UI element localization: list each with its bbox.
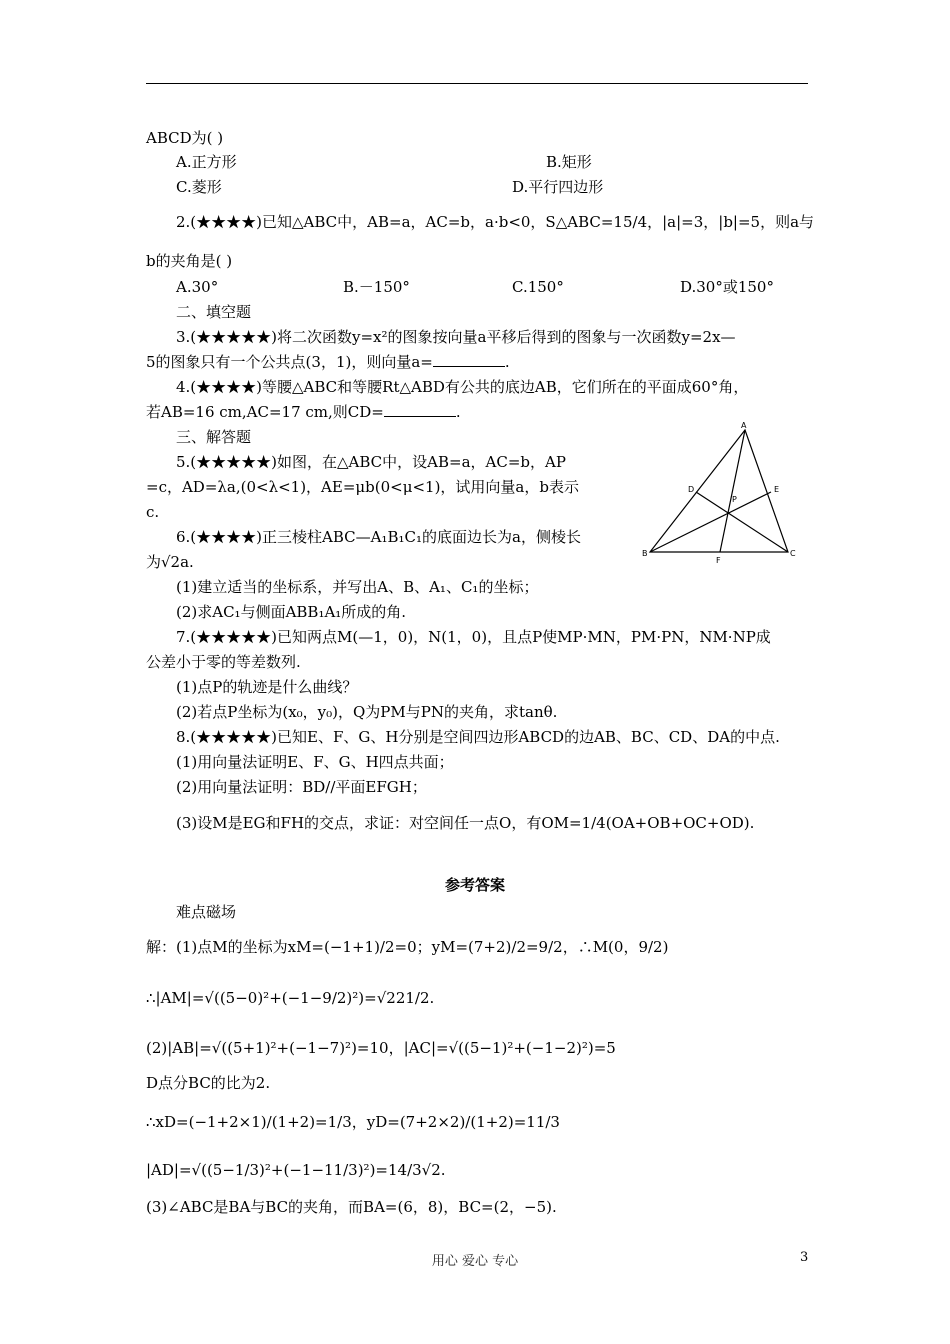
label-e: E xyxy=(774,485,780,494)
option-item: D.平行四边形 xyxy=(512,178,604,196)
option-item: A.正方形 xyxy=(176,153,237,171)
text-line: 2.(★★★★)已知△ABC中，AB=a，AC=b，a·b<0，S△ABC=15/4，|a|=3，|b|=5，则a与 xyxy=(176,213,815,231)
text-line: (3)∠ABC是BA与BC的夹角，而BA=(6，8)，BC=(2，−5). xyxy=(146,1198,557,1216)
text-line: c. xyxy=(146,503,160,521)
period: . xyxy=(455,403,461,421)
option-item: D.30°或150° xyxy=(680,278,774,296)
label-f: F xyxy=(716,556,721,565)
text-line: 解：(1)点M的坐标为xM=(−1+1)/2=0；yM=(7+2)/2=9/2，∴M(0，9/2) xyxy=(146,938,669,956)
text-line: (2)用向量法证明：BD//平面EFGH； xyxy=(176,778,427,796)
label-c: C xyxy=(790,549,796,558)
option-item: A.30° xyxy=(176,278,219,296)
text-line: (1)点P的轨迹是什么曲线？ xyxy=(176,678,358,696)
header-rule xyxy=(146,83,808,84)
text-line: (3)设M是EG和FH的交点，求证：对空间任一点O，有OM=1/4(OA+OB+OC+OD). xyxy=(176,814,755,832)
text-line: |AD|=√((5−1/3)²+(−1−11/3)²)=14/3√2. xyxy=(146,1161,446,1179)
page-number: 3 xyxy=(800,1250,809,1265)
label-d: D xyxy=(688,485,695,494)
text-line: ∴xD=(−1+2×1)/(1+2)=1/3，yD=(7+2×2)/(1+2)=11/3 xyxy=(146,1113,560,1131)
text-line: 二、填空题 xyxy=(176,303,252,321)
triangle-abc xyxy=(650,430,788,552)
segment-af xyxy=(720,430,745,552)
option-item: B.矩形 xyxy=(546,153,592,171)
text-line: ABCD为( ) xyxy=(146,129,224,147)
page-footer: 用心 爱心 专心 xyxy=(431,1254,519,1269)
text-line: ∴|AM|=√((5−0)²+(−1−9/2)²)=√221/2. xyxy=(146,989,435,1007)
text-line: 3.(★★★★★)将二次函数y=x²的图象按向量a平移后得到的图象与一次函数y=2x— xyxy=(176,328,736,346)
text-line: 5的图象只有一个公共点(3，1)，则向量a= . xyxy=(146,353,510,371)
label-p: P xyxy=(732,495,737,504)
fill-blank xyxy=(384,402,456,417)
text-line: 三、解答题 xyxy=(176,428,252,446)
text-line: (2)求AC₁与侧面ABB₁A₁所成的角. xyxy=(176,603,407,621)
text-line: 8.(★★★★★)已知E、F、G、H分别是空间四边形ABCD的边AB、BC、CD、DA的中点. xyxy=(176,728,780,746)
text-line: (1)用向量法证明E、F、G、H四点共面； xyxy=(176,753,454,771)
text-line: (1)建立适当的坐标系，并写出A、B、A₁、C₁的坐标； xyxy=(176,578,539,596)
answer-title: 参考答案 xyxy=(444,876,505,894)
text-line: b的夹角是( ) xyxy=(146,252,233,270)
fill-blank xyxy=(433,352,505,367)
text-line: 若AB=16 cm,AC=17 cm,则CD= . xyxy=(146,403,461,421)
option-item: C.150° xyxy=(512,278,564,296)
label-b: B xyxy=(642,549,648,558)
text-line: 4.(★★★★)等腰△ABC和等腰Rt△ABD有公共的底边AB，它们所在的平面成60°角， xyxy=(176,378,749,396)
option-item: B.－150° xyxy=(343,278,410,296)
text-line: 7.(★★★★★)已知两点M(—1，0)，N(1，0)，且点P使MP·MN，PM·PN，NM·NP成 xyxy=(176,628,771,646)
option-item: C.菱形 xyxy=(176,178,222,196)
text-line: 5.(★★★★★)如图，在△ABC中，设AB=a，AC=b，AP xyxy=(176,453,566,471)
text-line: 为√2a. xyxy=(146,553,194,571)
text-line: (2)|AB|=√((5+1)²+(−1−7)²)=10，|AC|=√((5−1)²+(−1−2)²)=5 xyxy=(146,1039,616,1057)
triangle-figure xyxy=(640,420,800,570)
text-line: 6.(★★★★)正三棱柱ABC—A₁B₁C₁的底面边长为a，侧棱长 xyxy=(176,528,581,546)
text-line: D点分BC的比为2. xyxy=(146,1074,271,1092)
text-line: 难点磁场 xyxy=(176,903,237,921)
text-line: (2)若点P坐标为(x₀，y₀)，Q为PM与PN的夹角，求tanθ. xyxy=(176,703,558,721)
text-line: =c，AD=λa,(0<λ<1)，AE=μb(0<μ<1)，试用向量a，b表示 xyxy=(146,478,579,496)
period: . xyxy=(504,353,510,371)
label-a: A xyxy=(741,421,747,430)
text-line: 公差小于零的等差数列. xyxy=(146,653,301,671)
